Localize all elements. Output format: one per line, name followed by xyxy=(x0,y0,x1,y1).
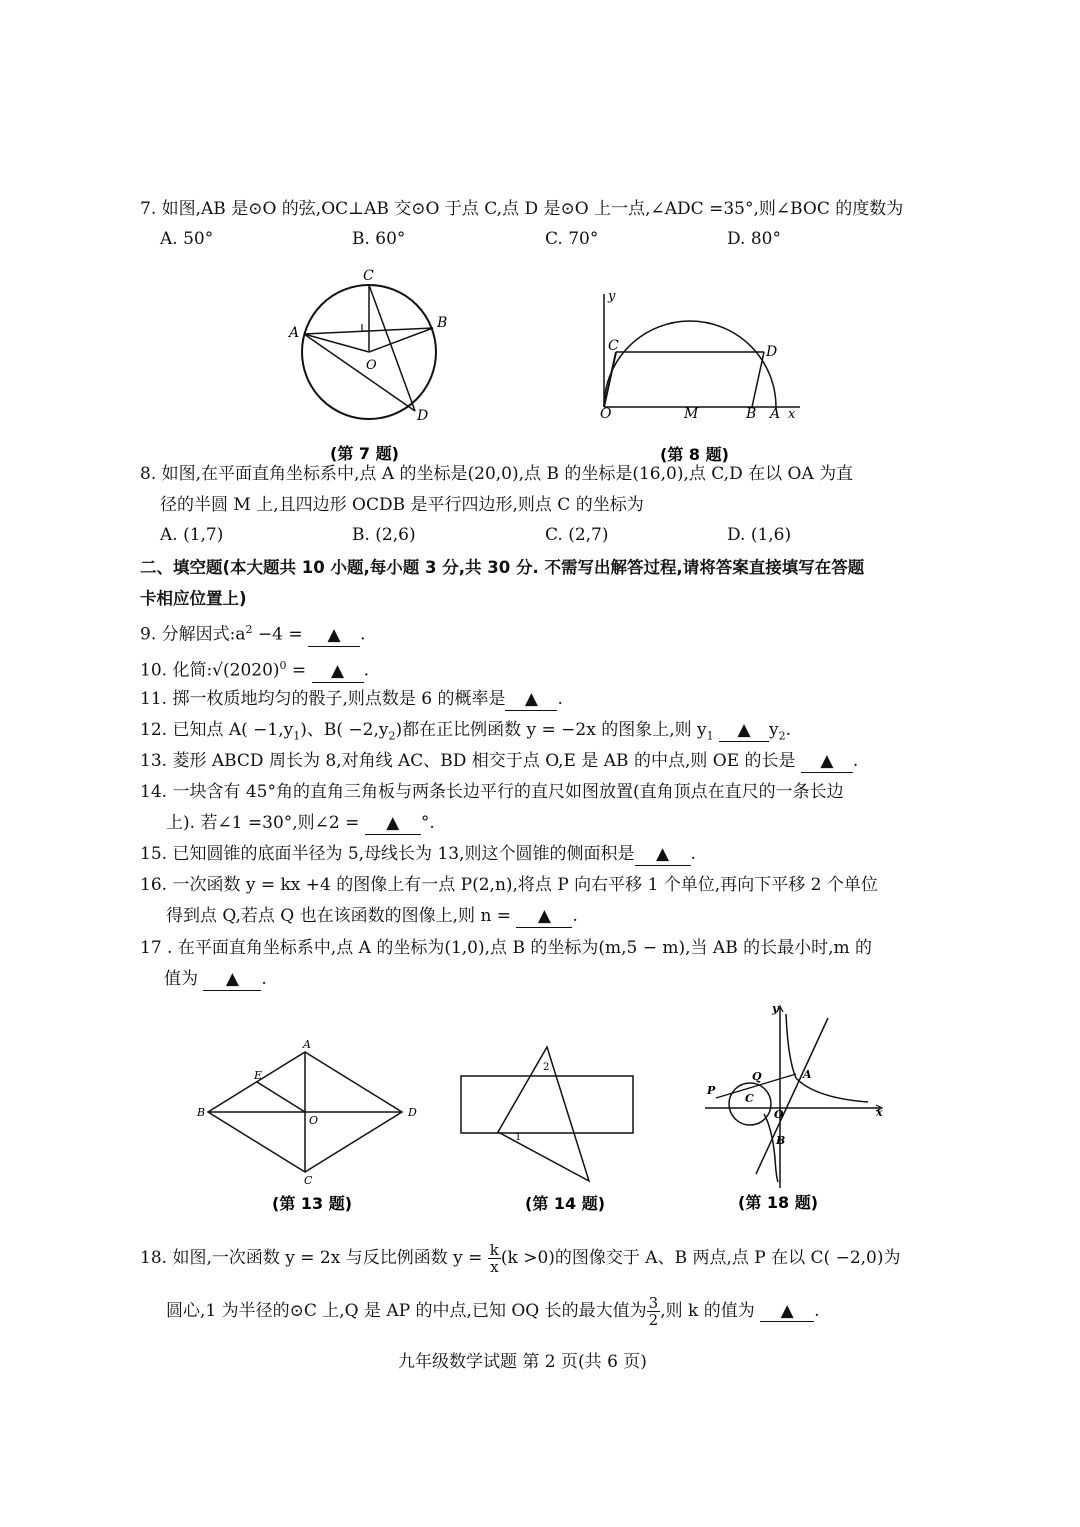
q9: 9. 分解因式$:a^2 -4$ = ▲ . xyxy=(140,623,366,645)
figure-13 xyxy=(190,1035,430,1220)
fig13-label-o: O xyxy=(309,1114,319,1127)
fig13-label-a: A xyxy=(303,1038,311,1051)
section2-heading-line1: 二、填空题(本大题共 10 小题,每小题 3 分,共 30 分. 不需写出解答过程,请将答案直接填写在答题 xyxy=(140,558,865,577)
q15: 15. 已知圆锥的底面半径为 5,母线长为 13,则这个圆锥的侧面积是 ▲ . xyxy=(140,844,696,864)
q8-option-a: A. (1,7) xyxy=(160,525,224,545)
figure-18 xyxy=(700,998,895,1220)
q12-answer-blank: ▲ xyxy=(719,719,769,742)
q17-line1: 17 . 在平面直角坐标系中,点 A 的坐标为(1,0),点 B 的坐标为(m,5 − m),当 AB 的长最小时,m 的 xyxy=(140,938,873,958)
q7-option-b: B. 60° xyxy=(352,229,406,249)
q18-fraction-k-over-x: $\frac{k}{x}$ xyxy=(489,1241,499,1276)
q8-option-c: C. (2,7) xyxy=(545,525,609,545)
fig18-label-c: C xyxy=(745,1092,754,1105)
page-footer: 九年级数学试题 第 2 页(共 6 页) xyxy=(398,1352,647,1372)
q15-answer-blank: ▲ xyxy=(635,843,691,866)
q16-line1: 16. 一次函数 y = kx +4 的图像上有一点 P(2,n),将点 P 向右平移 1 个单位,再向下平移 2 个单位 xyxy=(140,875,878,895)
fig18-label-x: x xyxy=(876,1106,883,1119)
fig13-caption: (第 13 题) xyxy=(272,1194,353,1213)
fig7-caption: (第 7 题) xyxy=(330,444,399,463)
q7-text: 7. 如图,AB 是⊙O 的弦,OC⊥AB 交⊙O 于点 C,点 D 是⊙O 上一点,∠ADC =35°,则∠BOC 的度数为 xyxy=(140,199,904,219)
q10-answer-blank: ▲ xyxy=(312,660,364,683)
q11: 11. 掷一枚质地均匀的骰子,则点数是 6 的概率是 ▲ . xyxy=(140,689,563,709)
fig18-label-y: y xyxy=(772,1002,779,1015)
section2-heading-line2: 卡相应位置上) xyxy=(140,589,247,608)
fig7-label-a: A xyxy=(289,325,300,341)
q14-line2: 上). 若∠1 =30°,则∠2 = ▲ °. xyxy=(166,813,435,833)
fig13-label-e: E xyxy=(254,1069,263,1082)
fig14-label-1: 1 xyxy=(515,1132,522,1143)
figure-14 xyxy=(455,1035,645,1220)
q14-answer-blank: ▲ xyxy=(365,812,421,835)
fig18-label-q: Q xyxy=(752,1070,762,1083)
fig13-label-d: D xyxy=(408,1106,417,1119)
q10: 10. 化简$:√(2020)^0$ = ▲ . xyxy=(140,659,369,681)
q16-answer-blank: ▲ xyxy=(516,905,572,928)
q7-option-c: C. 70° xyxy=(545,229,599,249)
q18-answer-blank: ▲ xyxy=(760,1301,814,1322)
q18-line1: 18. 如图,一次函数 y = 2x 与反比例函数 y = $\frac{k}{x}$ (k >0)的图像交于 A、B 两点,点 P 在以 C( −2,0)为 xyxy=(140,1241,901,1276)
q13: 13. 菱形 ABCD 周长为 8,对角线 AC、BD 相交于点 O,E 是 AB 的中点,则 OE 的长是 ▲ . xyxy=(140,751,859,771)
fig14-label-2: 2 xyxy=(543,1062,550,1073)
fig8-label-o: O xyxy=(600,406,612,422)
q16-line2: 得到点 Q,若点 Q 也在该函数的图像上,则 n = ▲ . xyxy=(166,906,578,926)
q18-fraction-3-over-2: $\frac{3}{2}$ xyxy=(648,1294,659,1329)
fig8-label-d: D xyxy=(766,344,778,360)
fig8-label-m: M xyxy=(684,406,699,422)
fig18-label-a: A xyxy=(803,1068,812,1081)
fig8-label-x: x xyxy=(788,407,796,422)
fig8-label-a: A xyxy=(770,406,781,422)
fig13-label-c: C xyxy=(304,1174,313,1187)
q8-option-d: D. (1,6) xyxy=(727,525,792,545)
q8-line1: 8. 如图,在平面直角坐标系中,点 A 的坐标是(20,0),点 B 的坐标是(16,0),点 C,D 在以 OA 为直 xyxy=(140,464,854,484)
figure-7 xyxy=(280,265,470,465)
fig8-label-b: B xyxy=(746,406,757,422)
q13-answer-blank: ▲ xyxy=(801,750,853,773)
fig14-caption: (第 14 题) xyxy=(525,1194,606,1213)
q17-line2: 值为 ▲ . xyxy=(164,969,267,989)
fig7-label-d: D xyxy=(417,408,429,424)
fig8-label-y: y xyxy=(608,289,616,304)
fig7-label-b: B xyxy=(437,315,448,331)
q7-option-a: A. 50° xyxy=(160,229,214,249)
fig18-caption: (第 18 题) xyxy=(738,1193,819,1212)
fig8-label-c: C xyxy=(608,338,619,354)
fig7-label-c: C xyxy=(363,268,374,284)
q18-line2: 圆心,1 为半径的⊙C 上,Q 是 AP 的中点,已知 OQ 长的最大值为 $\frac{3}{2}$ ,则 k 的值为 ▲ . xyxy=(166,1294,820,1329)
fig7-label-o: O xyxy=(366,358,377,373)
fig18-label-b: B xyxy=(776,1134,786,1147)
q17-answer-blank: ▲ xyxy=(203,968,261,991)
q9-answer-blank: ▲ xyxy=(308,624,360,647)
q8-line2: 径的半圆 M 上,且四边形 OCDB 是平行四边形,则点 C 的坐标为 xyxy=(160,495,644,515)
fig18-label-p: P xyxy=(707,1084,716,1097)
q14-line1: 14. 一块含有 45°角的直角三角板与两条长边平行的直尺如图放置(直角顶点在直尺的一条长边 xyxy=(140,782,844,802)
q11-answer-blank: ▲ xyxy=(505,688,557,711)
q7-option-d: D. 80° xyxy=(727,229,781,249)
q8-option-b: B. (2,6) xyxy=(352,525,416,545)
fig18-label-o: O xyxy=(774,1108,784,1121)
figure-8 xyxy=(590,282,820,466)
fig8-caption: (第 8 题) xyxy=(660,445,729,464)
q12: 12. 已知点 $A( -1,y_1)$、$B( -2,y_2)$都在正比例函数 y = −2x 的图象上,则 $y_1$ ▲ $y_2$. xyxy=(140,720,792,743)
fig13-label-b: B xyxy=(197,1106,206,1119)
